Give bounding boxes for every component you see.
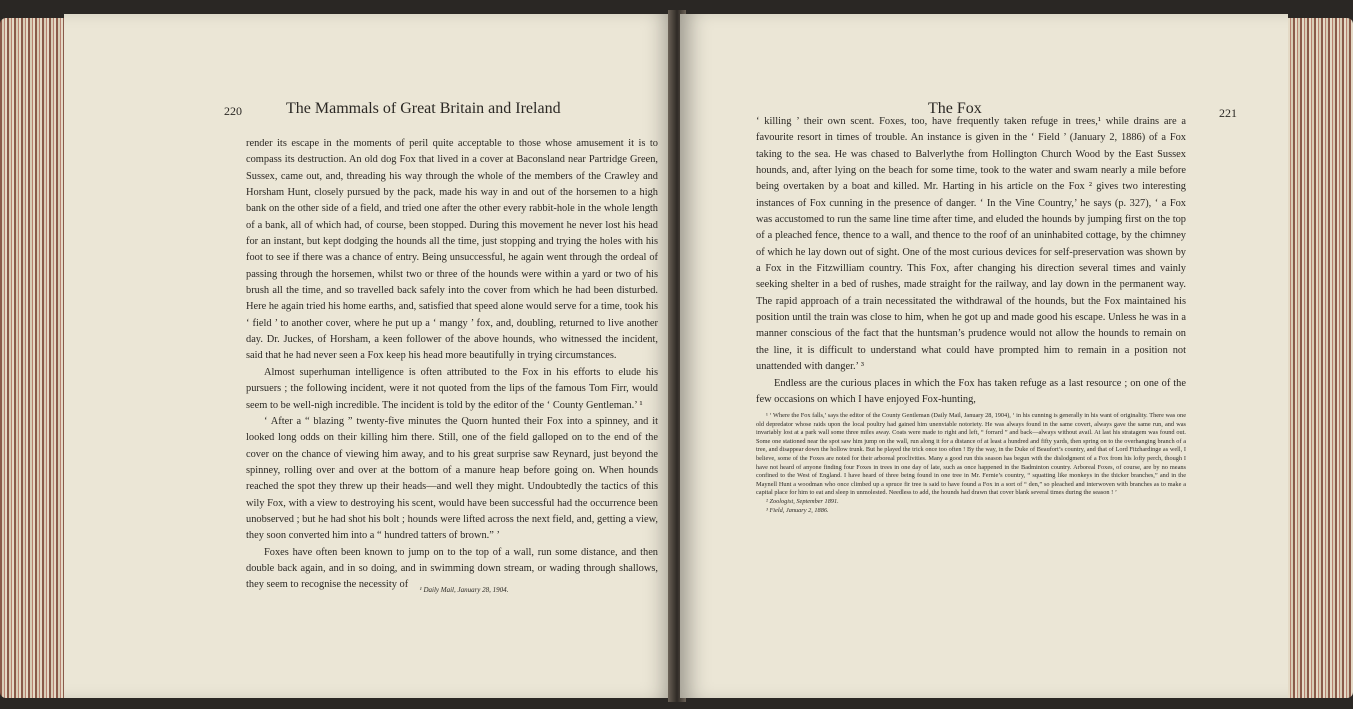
page-block-edge-left — [0, 18, 72, 698]
page-block-edge-right — [1281, 18, 1353, 698]
footnote: ² Zoologist, September 1891. — [766, 497, 839, 505]
paragraph: render its escape in the moments of peril quite acceptable to those whose amusement it is to compass its destruction. An old dog Fox that lived in a cover at Baconsland near Partridge Green, Sussex, came out, and, threading his way through the whole of the members of the Crawley and Horsham Hunt, closely pursued by the pack, made his way in and out of the horsemen to a high bank on the other side of a field, and tried one after the other every rabbit-hole in the whole length of a bank, all of which had, of course, been stopped. During this movement he never lost his head for an instant, but kept dodging the hounds all the time, just stopping and trying the holes with his foot to see if there was a chance of entry. Being unsuccessful, he again went through the ordeal of passing through the horsemen, whilst two or three of the hounds were within a yard or two of his brush all the time, and so travelled back safely into the cover from which he had been disturbed. Here he again tried his home earths, and, satisfied that speed alone would serve for a time, took his ‘ field ’ to another cover, where he put up a ‘ mangy ’ fox, and, doubling, returned to live another day. Dr. Juckes, of Horsham, a keen follower of the above hounds, who witnessed the incident, said that he had never seen a Fox keep his head more beautifully in trying circumstances. — [246, 138, 658, 362]
paragraph: Almost superhuman intelligence is often attributed to the Fox in his efforts to elude his pursuers ; the following incident, were it not quoted from the lips of the famous Tom Firr, would seem to be well-nigh incredible. The incident is told by the editor of the ‘ County Gentleman.’ ¹ — [246, 366, 658, 411]
paragraph: Foxes have often been known to jump on to the top of a wall, run some distance, and then double back again, and in so doing, and in swimming down stream, or wading through shallows, they seem to recognise the necessity of — [246, 546, 658, 591]
footnote: ¹ Daily Mail, January 28, 1904. — [419, 586, 509, 594]
paragraph: Endless are the curious places in which the Fox has taken refuge as a last resource ; on one of the few occasions on which I have enjoyed Fox-hunting, — [756, 377, 1186, 405]
left-page — [64, 14, 674, 698]
body-text — [246, 136, 658, 594]
page-number: 220 — [224, 104, 242, 118]
right-page — [680, 14, 1288, 698]
running-head: The Fox — [928, 100, 982, 117]
paragraph: ‘ After a “ blazing ” twenty-five minutes the Quorn hunted their Fox into a spinney, and it looked long odds on their killing him there. Still, one of the field galloped on to the end of the cover on the chance of viewing him away, and to his great surprise saw Reynard, just beyond the spinney, rolling over and over at the bottom of a manure heap before going on. When hounds reached the spot they threw up their heads—and well they might. Undoubtedly the tactics of this wily Fox, with a view to destroying his scent, would have been successful had the occurrence been unobserved ; but he had shot his bolt ; hounds were lifted across the next field, and, getting a view, they soon converted him into a “ hundred tatters of brown.” ’ — [246, 415, 658, 542]
footnotes — [294, 586, 624, 595]
paragraph: ‘ killing ’ their own scent. Foxes, too, have frequently taken refuge in trees,¹ while drains are a favourite resort in times of trouble. An instance is given in the ‘ Field ’ (January 2, 1886) of a Fox taking to the sea. He was chased to Balverlythe from Hollington Church Wood by the East Sussex hounds, and, after lying on the beach for some time, took to the water and swam nearly a mile before being overtaken by a boat and killed. Mr. Harting in his article on the Fox ² gives two interesting instances of Fox cunning in the presence of danger. ‘ In the Vine Country,’ he says (p. 327), ‘ a Fox was accustomed to run the same line time after time, and eluded the hounds by jumping first on the top of a pleached fence, thence to a wall, and thence to the roof of an uninhabited cottage, by the chimney of which he lay down out of sight. One of the most curious devices for self-preservation was shown by a Fox in the Fitzwilliam country. This Fox, after changing his direction several times and vainly seeking shelter in a bed of rushes, made straight for the railway, and lay down in the permanent way. The rapid approach of a train necessitated the withdrawal of the hounds, but the Fox maintained his position until the train was close to him, when he got up and made good his escape. Unless he was in a manner conscious of the fact that the huntsman’s prudence would not allow the hounds to remain on the line, it is difficult to understand what could have prompted him to remain in a position not unattended with danger.’ ³ — [756, 116, 1186, 373]
footnote: ³ Field, January 2, 1886. — [766, 506, 829, 514]
body-text — [756, 114, 1186, 408]
footnotes — [756, 412, 1186, 515]
footnote: ¹ ‘ Where the Fox falls,’ says the editor of the County Gentleman (Daily Mail, January 28, 1904), ‘ in his cunning is generally in his want of originality. There was one old depredator whose raids upon the local poultry had gained him unenviable notoriety. He was always found in the same covert, always gave the same run, and was invariably lost at a park wall some three miles away. Coats were made to right and left, “ forrard ” and back—always without avail. At last his stratagem was found out. Some one stationed near the spot saw him jump on the wall, run along it for a distance of at least a hundred and fifty yards, then spring on to the overhanging branch of a tree, and disappear down the hollow trunk. But he played the trick once too often ! By the way, in the Duke of Beaufort’s country, and that of Lord Fitzhardinge as well, I believe, some of the Foxes are noted for their arboreal proclivities. Many a good run this season has begun with the dislodgment of a Fox from his lofty perch, though I have not heard of anyone finding four Foxes in trees in one day of late, such as once happened in the Badminton country. Arboreal Foxes, of course, are by no means confined to the West of England. I have heard of three being found in one tree in Mr. Fernie’s country, “ squatting like monkeys in the thicker branches,” and in the Maynell Hunt a woodman who once climbed up a spruce fir tree is said to have found a Fox in a sort of “ den,” so pleached and interwoven with branches as to make a capital place for him to eat and sleep in unmolested. Needless to add, the hounds had drawn that cover blank several times during the season ! ’ — [756, 412, 1186, 497]
page-number: 221 — [1219, 106, 1237, 120]
running-head: The Mammals of Great Britain and Ireland — [286, 100, 561, 117]
